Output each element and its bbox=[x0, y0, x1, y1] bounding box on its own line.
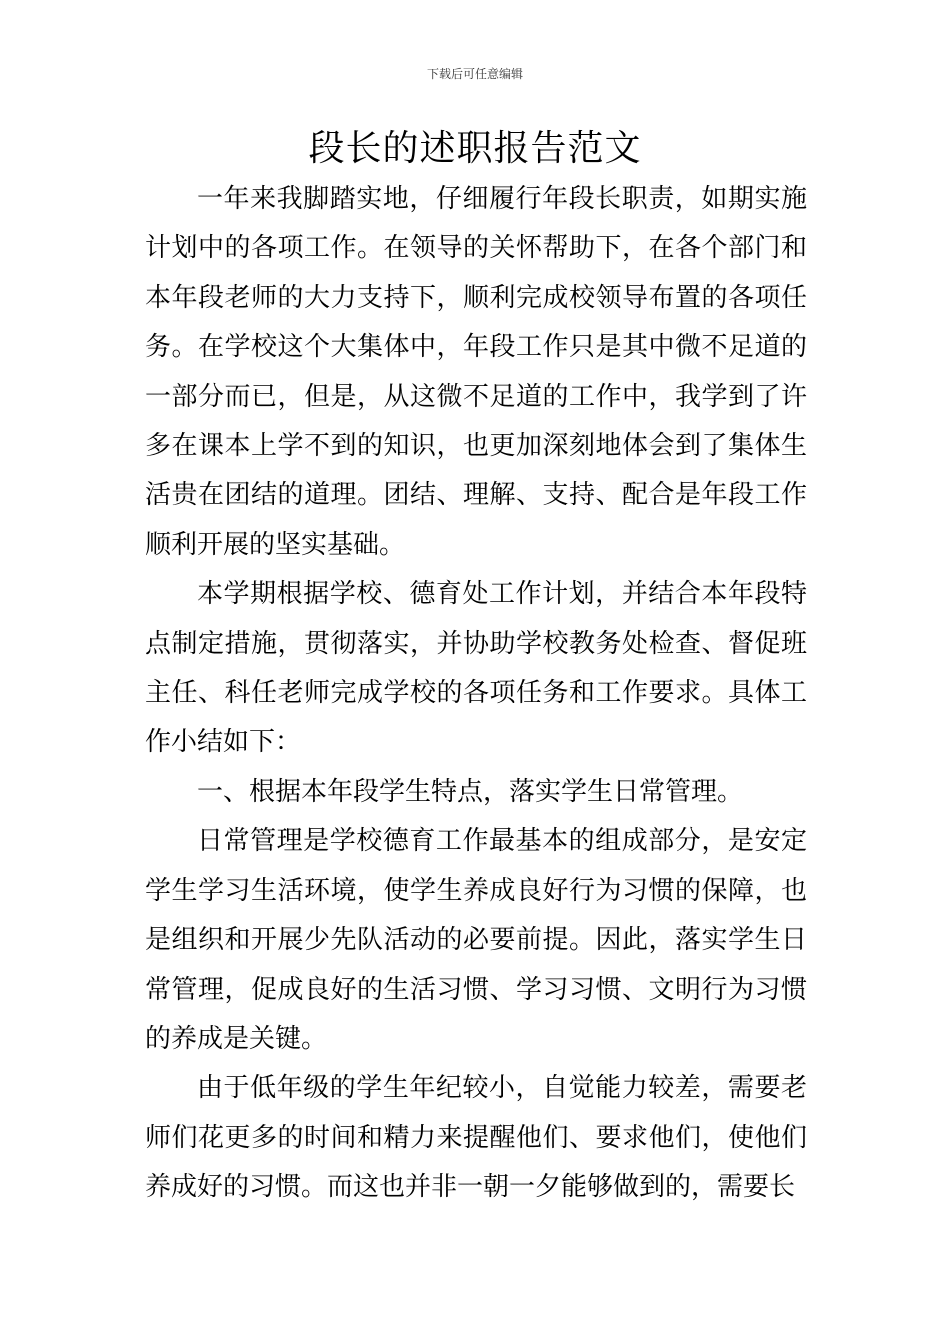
document-title: 段长的述职报告范文 bbox=[308, 128, 642, 169]
paragraph-low-grade: 由于低年级的学生年纪较小，自觉能力较差，需要老师们花更多的时间和精力来提醒他们、要求他们，使他们养成好的习惯。而这也并非一朝一夕能够做到的，需要长 bbox=[145, 1073, 807, 1203]
paragraph-intro: 一年来我脚踏实地，仔细履行年段长职责，如期实施计划中的各项工作。在领导的关怀帮助下，在各个部门和本年段老师的大力支持下，顺利完成校领导布置的各项任务。在学校这个大集体中，年段工作只是其中微不足道的一部分而已，但是，从这微不足道的工作中，我学到了许多在课本上学不到的知识，也更加深刻地体会到了集体生活贵在团结的道理。团结、理解、支持、配合是年段工作顺利开展的坚实基础。 bbox=[145, 184, 807, 560]
header-note: 下载后可任意编辑 bbox=[426, 67, 523, 81]
paragraph-plan: 本学期根据学校、德育处工作计划，并结合本年段特点制定措施，贯彻落实，并协助学校教务处检查、督促班主任、科任老师完成学校的各项任务和工作要求。具体工作小结如下： bbox=[145, 579, 807, 758]
document-body bbox=[145, 175, 807, 1213]
paragraph-daily-management: 日常管理是学校德育工作最基本的组成部分，是安定学生学习生活环境，使学生养成良好行为习惯的保障，也是组织和开展少先队活动的必要前提。因此，落实学生日常管理，促成良好的生活习惯、学习习惯、文明行为习惯的养成是关键。 bbox=[145, 826, 807, 1054]
section-heading-1: 一、根据本年段学生特点，落实学生日常管理。 bbox=[197, 776, 744, 807]
